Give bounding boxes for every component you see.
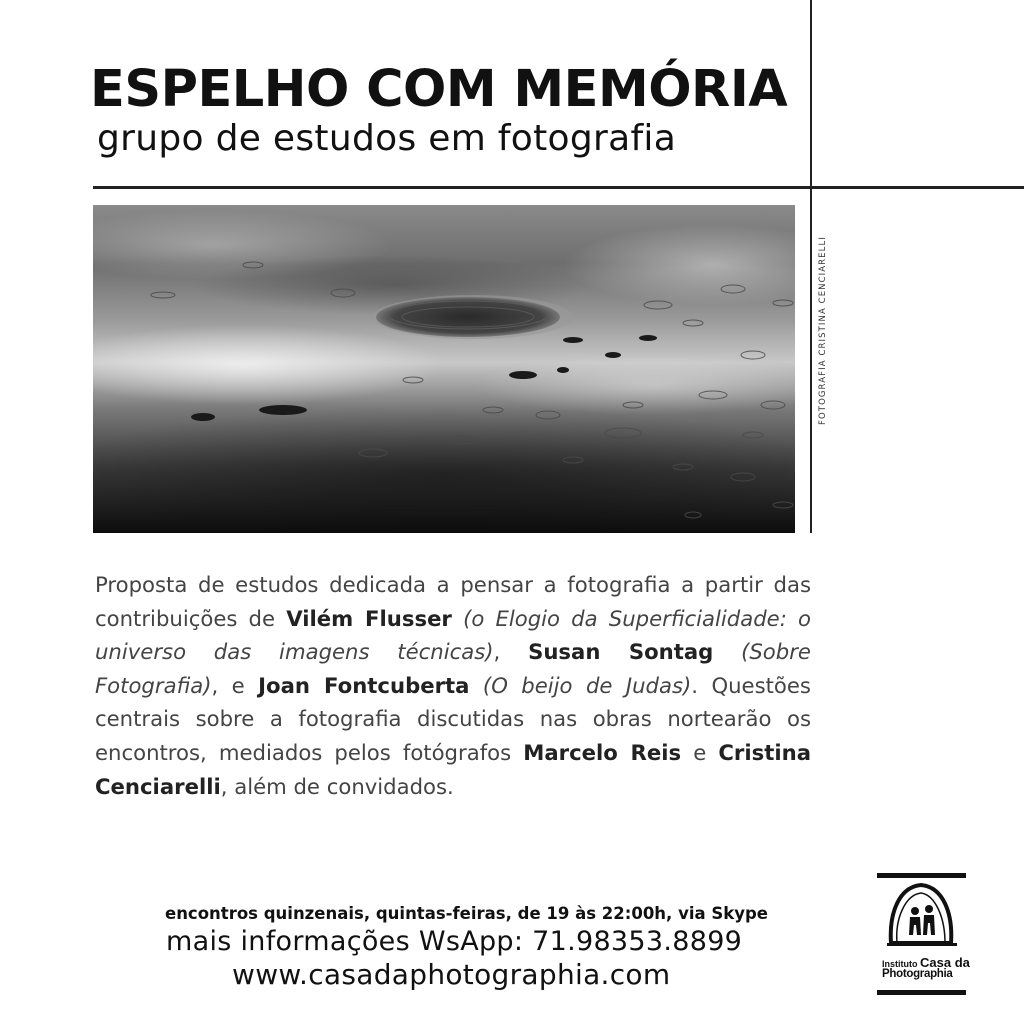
description-paragraph	[95, 568, 811, 803]
logo-line-2: Photographia	[882, 968, 953, 980]
description-text-3: , além de convidados.	[220, 773, 454, 799]
separator-1: ,	[493, 639, 529, 665]
page-title: ESPELHO COM MEMÓRIA	[90, 60, 788, 119]
mediator-reis: Marcelo Reis	[523, 739, 682, 765]
separator-2: , e	[211, 672, 259, 698]
separator-3: e	[681, 739, 719, 765]
website-link[interactable]: www.casadaphotographia.com	[232, 958, 671, 991]
water-ripples-photo	[93, 205, 795, 533]
author-flusser: Vilém Flusser	[286, 605, 452, 631]
horizontal-rule	[93, 186, 1024, 189]
mediator-cenciarelli: Cristina Cenciarelli	[95, 739, 811, 799]
page-subtitle: grupo de estudos em fotografia	[97, 118, 677, 159]
description-text-2: . Questões centrais sobre a fotografia discutidas nas obras nortearão os encontros, mediados pelos fotógrafos	[95, 672, 811, 765]
schedule-text: encontros quinzenais, quintas-feiras, de 19 às 22:00h, via Skype	[165, 904, 768, 923]
author-sontag: Susan Sontag	[528, 639, 714, 665]
work-sontag: (Sobre Fotografia)	[95, 639, 811, 698]
description-text-1: Proposta de estudos dedicada a pensar a fotografia a partir das contribuições de	[95, 572, 811, 631]
author-fontcuberta: Joan Fontcuberta	[258, 672, 470, 698]
vertical-rule-top	[810, 0, 812, 188]
logo-instituto: Instituto	[882, 959, 918, 969]
photo-credit: FOTOGRAFIA CRISTINA CENCIARELLI	[818, 236, 828, 425]
work-fontcuberta: (O beijo de Judas)	[482, 672, 692, 698]
vertical-rule-photo	[810, 188, 812, 533]
contact-line: mais informações WsApp: 71.98353.8899	[166, 926, 743, 957]
logo-casa-da: Casa da	[920, 955, 970, 970]
work-flusser: (o Elogio da Superficialidade: o universo das imagens técnicas)	[95, 605, 811, 665]
